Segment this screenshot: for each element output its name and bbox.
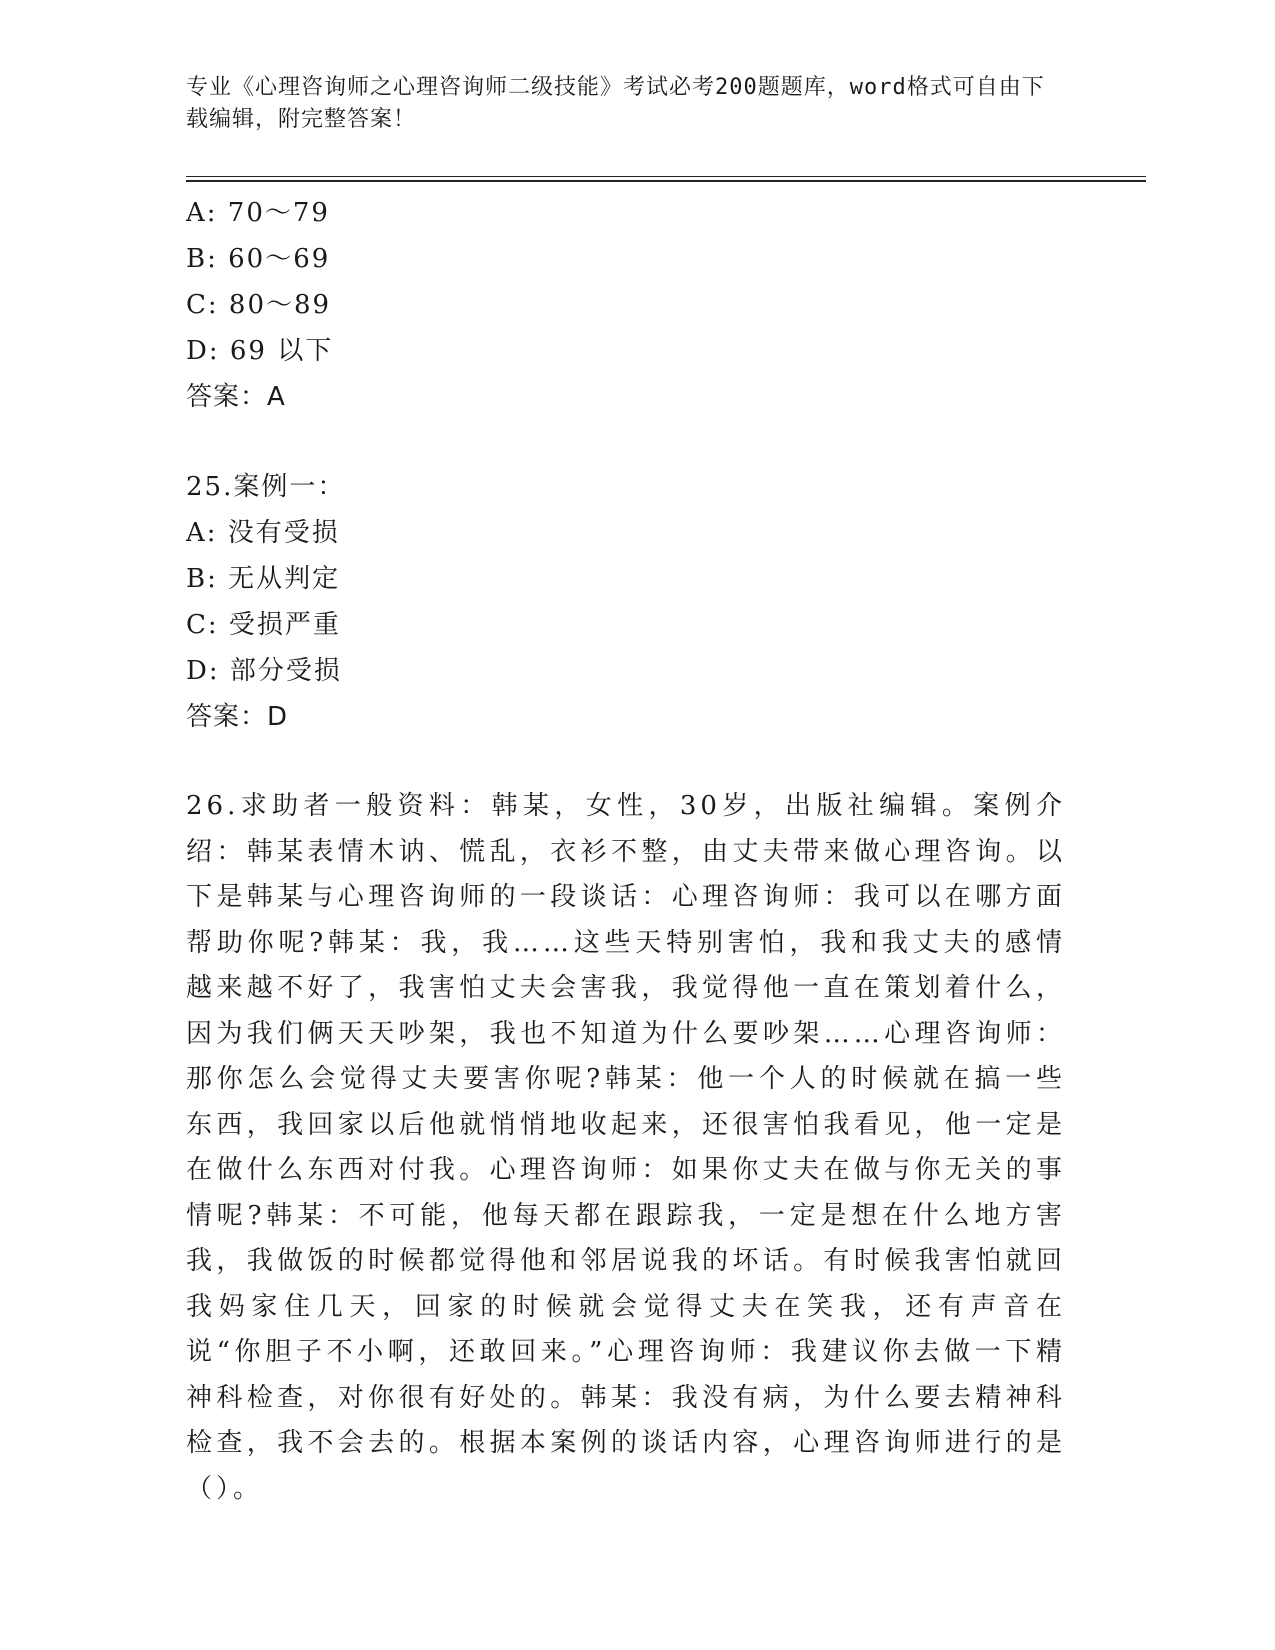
option-b: B: 60～69 (186, 244, 331, 274)
question-stem: 26.求助者一般资料：韩某，女性，30岁，出版社编辑。案例介绍：韩某表情木讷、慌乱，衣衫不整，由丈夫带来做心理咨询。以下是韩某与心理咨询师的一段谈话：心理咨询师：我可以在哪方面帮助你呢?韩某：我，我……这些天特别害怕，我和我丈夫的感情越来越不好了，我害怕丈夫会害我，我觉得他一直在策划着什么，因为我们俩天天吵架，我也不知道为什么要吵架……心理咨询师：那你怎么会觉得丈夫要害你呢?韩某：他一个人的时候就在搞一些东西，我回家以后他就悄悄地收起来，还很害怕我看见，他一定是在做什么东西对付我。心理咨询师：如果你丈夫在做与你无关的事情呢?韩某：不可能，他每天都在跟踪我，一定是想在什么地方害我，我做饭的时候都觉得他和邻居说我的坏话。有时候我害怕就回我妈家住几天，回家的时候就会觉得丈夫在笑我，还有声音在说“你胆子不小啊，还敢回来。”心理咨询师：我建议你去做一下精神科检查，对你很有好处的。韩某：我没有病，为什么要去精神科检查，我不会去的。根据本案例的谈话内容，心理咨询师进行的是（）。 (186, 791, 1066, 1504)
option-c: C: 80～89 (186, 290, 332, 320)
option-c: C: 受损严重 (186, 610, 341, 640)
question-list (186, 190, 1086, 1512)
option-b: B: 无从判定 (186, 564, 341, 594)
option-a: A: 70～79 (186, 198, 330, 228)
answer-line: 答案：D (186, 702, 289, 732)
header-divider-thick (186, 180, 1146, 182)
option-d: D: 部分受损 (186, 656, 342, 686)
question-stem: 25.案例一： (186, 472, 346, 502)
document-header: 专业《心理咨询师之心理咨询师二级技能》考试必考200题题库，word格式可自由下载编辑，附完整答案！ (186, 75, 1045, 132)
option-d: D: 69 以下 (186, 336, 334, 366)
option-a: A: 没有受损 (186, 518, 340, 548)
answer-line: 答案：A (186, 382, 286, 412)
header-divider-thin (186, 176, 1146, 177)
question-24 (186, 190, 1086, 420)
question-26 (186, 784, 1086, 1512)
question-25 (186, 464, 1086, 740)
